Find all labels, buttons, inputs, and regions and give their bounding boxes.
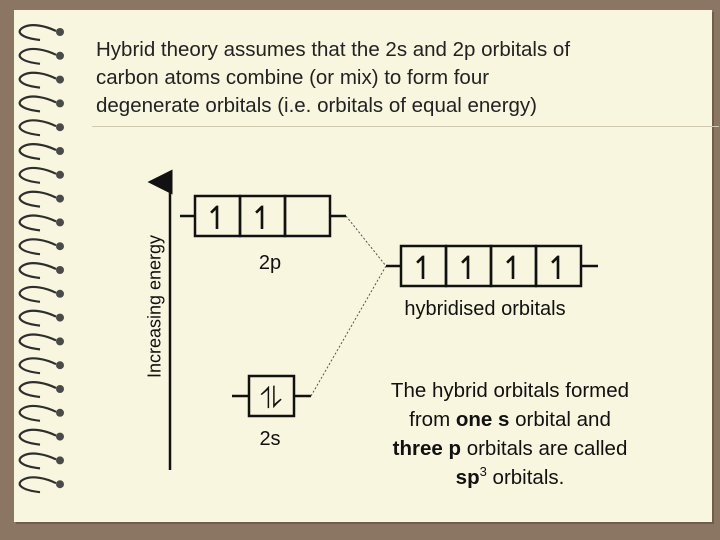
electron-pair-icon: ⥮ bbox=[260, 381, 282, 416]
p-orbital-set bbox=[180, 196, 346, 237]
slide-title: Hybrid theory assumes that the 2s and 2p orbitals of carbon atoms combine (or mix) to form four degenerate orbitals (i.e. orbitals of equal energy) bbox=[96, 38, 571, 117]
s-orbital-set bbox=[232, 376, 311, 416]
hybrid-orbital-label: hybridised orbitals bbox=[404, 298, 566, 320]
connector-p-to-hybrid bbox=[346, 216, 386, 266]
p-orbital-label: 2p bbox=[258, 252, 282, 274]
electron-up-icon: ↿ bbox=[409, 249, 437, 287]
electron-up-icon: ↿ bbox=[454, 249, 482, 287]
p-orbital-box bbox=[285, 196, 330, 236]
s-orbital-label: 2s bbox=[259, 428, 281, 450]
electron-up-icon: ↿ bbox=[248, 199, 276, 237]
electron-up-icon: ↿ bbox=[544, 249, 572, 287]
hybrid-orbital-set bbox=[386, 246, 598, 287]
explanation-note: The hybrid orbitals formed from one s orbital and three p orbitals are called $sp^3$ orbitals. bbox=[390, 379, 630, 489]
electron-up-icon: ↿ bbox=[203, 199, 231, 237]
energy-axis-label: Increasing energy bbox=[144, 234, 165, 379]
electron-up-icon: ↿ bbox=[499, 249, 527, 287]
